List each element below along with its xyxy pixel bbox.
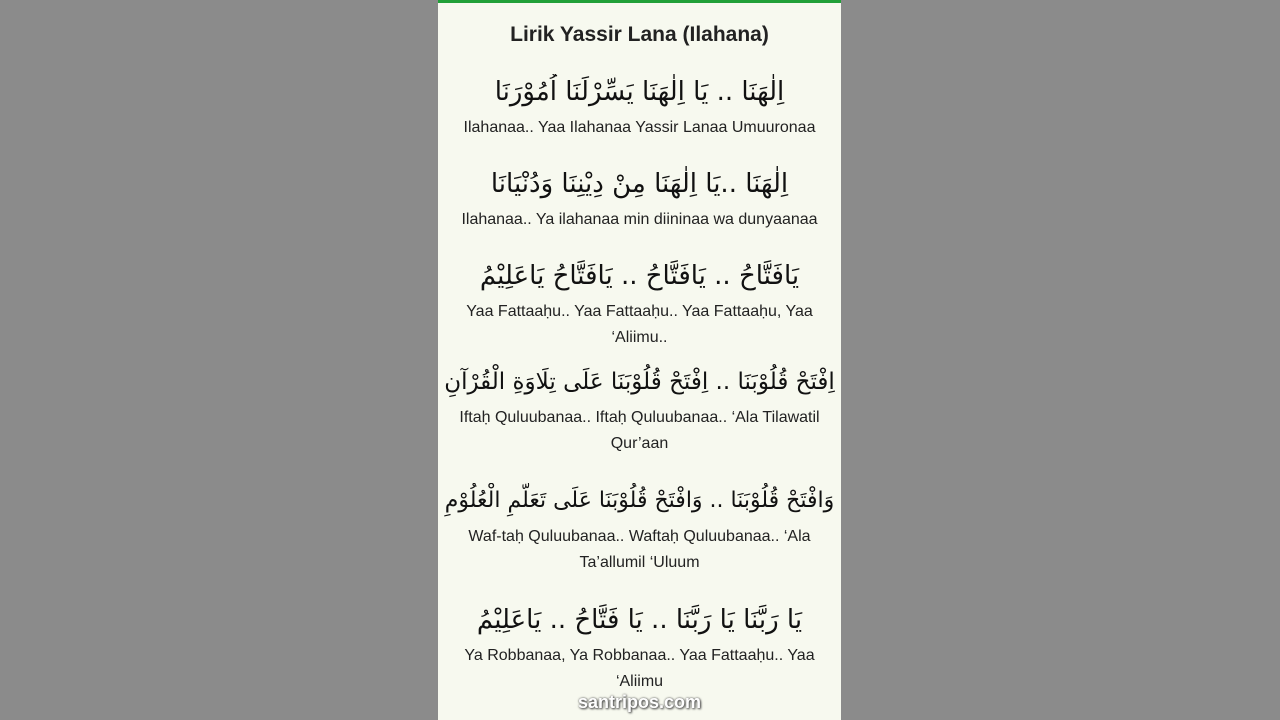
verse-5-latin: Waf-taḥ Quluubanaa.. Waftaḥ Quluubanaa.. ‘Ala Ta’allumil ‘Uluum <box>468 528 811 571</box>
lyrics-page <box>438 0 841 720</box>
verse-3-latin: Yaa Fattaaḥu.. Yaa Fattaaḥu.. Yaa Fattaaḥu, Yaa ‘Aliimu.. <box>466 303 813 346</box>
verse-2-latin: Ilahanaa.. Ya ilahanaa min diininaa wa dunyaanaa <box>461 211 818 228</box>
verse-1-latin: Ilahanaa.. Yaa Ilahanaa Yassir Lanaa Umuuronaa <box>463 119 816 136</box>
verse-3-arabic: يَافَتَّاحُ .. يَافَتَّاحُ .. يَافَتَّاحُ يَاعَلِيْمُ <box>479 261 800 291</box>
top-accent-rule <box>438 0 841 3</box>
verse-4-latin: Iftaḥ Quluubanaa.. Iftaḥ Quluubanaa.. ‘Ala Tilawatil Qur’aan <box>459 409 820 452</box>
page-title: Lirik Yassir Lana (Ilahana) <box>510 23 769 46</box>
verse-4-arabic: اِفْتَحْ قُلُوْبَنَا .. اِفْتَحْ قُلُوْبَنَا عَلَى تِلَاوَةِ الْقُرْآنِ <box>444 369 835 395</box>
verse-2-arabic: اِلٰهَنَا ..يَا اِلٰهَنَا مِنْ دِيْنِنَا وَدُنْيَانَا <box>490 169 789 199</box>
verse-1-arabic: اِلٰهَنَا .. يَا اِلٰهَنَا يَسِّرْلَنَا اُمُوْرَنَا <box>494 77 785 107</box>
verse-6-latin: Ya Robbanaa, Ya Robbanaa.. Yaa Fattaaḥu.. Yaa ‘Aliimu <box>464 647 815 690</box>
verse-5-arabic: وَافْتَحْ قُلُوْبَنَا .. وَافْتَحْ قُلُوْبَنَا عَلَى تَعَلُّمِ الْعُلُوْمِ <box>444 488 835 513</box>
verse-6-arabic: يَا رَبَّنَا يَا رَبَّنَا .. يَا فَتَّاحُ .. يَاعَلِيْمُ <box>476 605 803 635</box>
watermark: santripos.com <box>577 692 702 712</box>
